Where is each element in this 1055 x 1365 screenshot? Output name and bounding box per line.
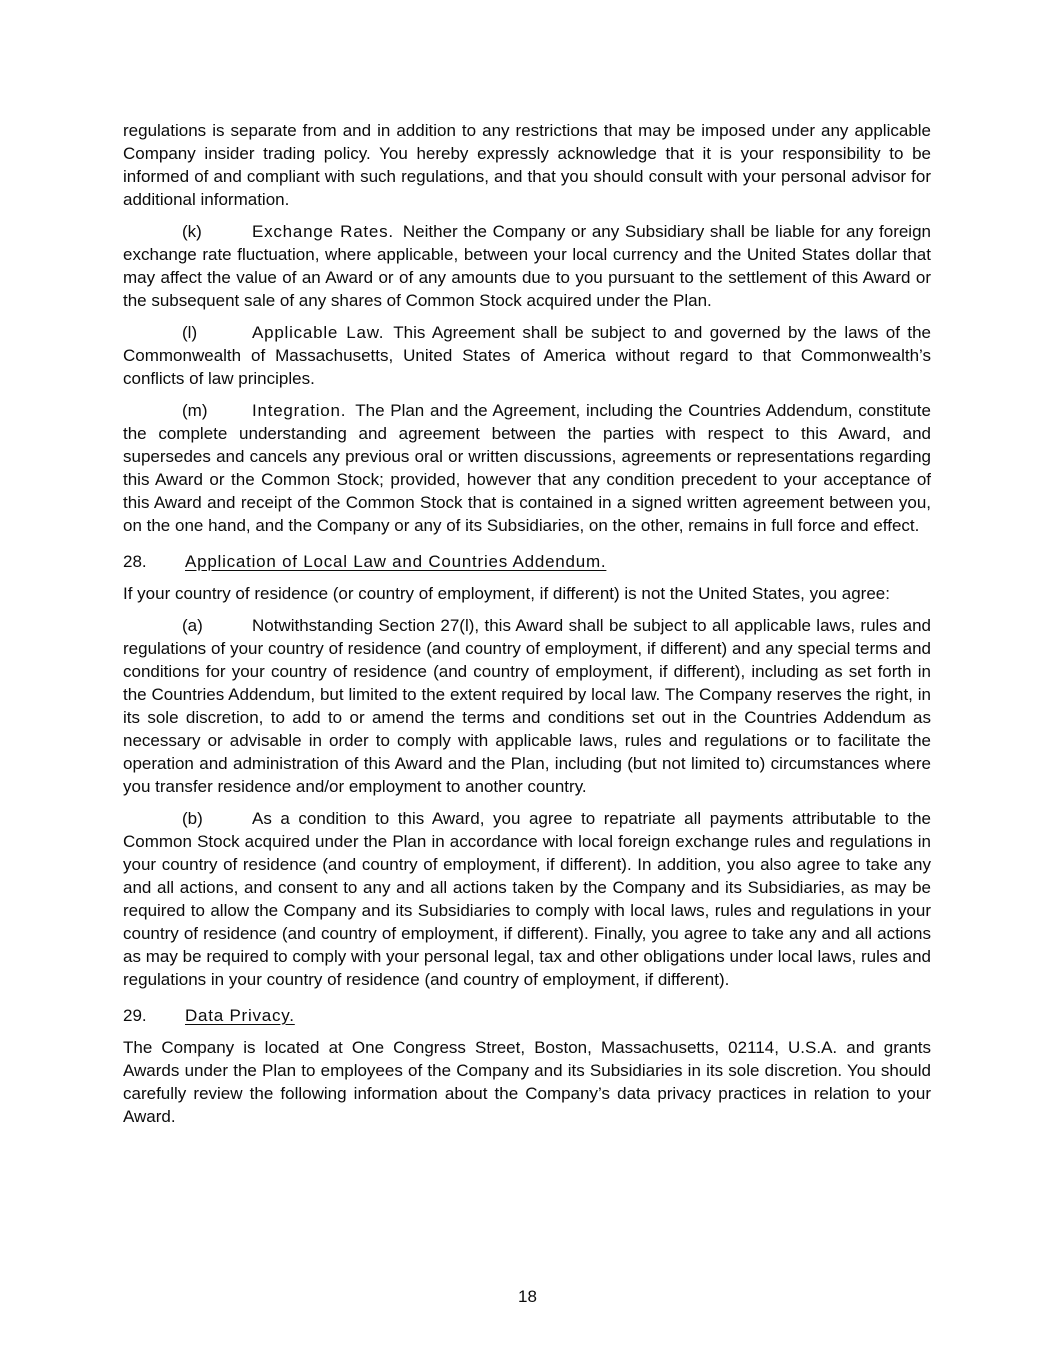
paragraph-28a-text: Notwithstanding Section 27(l), this Award shall be subject to all applicable laws, rules and regulations of your country of residence (and country of employment, if different) and any special terms and conditions for your country of residence (and country of employment, if different), including as set forth in the Countries Addendum, but limited to the extent required by local law. The Company reserves the right, in its sole discretion, to add to or amend the terms and conditions set out in the Countries Addendum as necessary or advisable in order to comply with applicable laws, rules and regulations or to facilitate the operation and administration of this Award and the Plan, including (but not limited to) circumstances where you transfer residence and/or employment to another country. [123, 616, 931, 796]
paragraph-28a [123, 614, 931, 798]
paragraph-continuation: regulations is separate from and in addition to any restrictions that may be imposed under any applicable Company insider trading policy. You hereby expressly acknowledge that it is your responsibility to be informed of and compliant with such regulations, and that you should consult with your personal advisor for additional information. [123, 121, 931, 209]
paragraph-28b-label: (b) [182, 809, 203, 828]
section-29-body: The Company is located at One Congress Street, Boston, Massachusetts, 02114, U.S.A. and grants Awards under the Plan to employees of the Company and its Subsidiaries in its sole discretion. You should carefully review the following information about the Company’s data privacy practices in relation to your Award. [123, 1038, 931, 1126]
paragraph-l-label: (l) [182, 323, 198, 342]
section-29-number: 29. [123, 1006, 147, 1025]
section-28-number: 28. [123, 552, 147, 571]
section-28-intro: If your country of residence (or country of employment, if different) is not the United States, you agree: [123, 584, 890, 603]
paragraph-k-text: Neither the Company or any Subsidiary shall be liable for any foreign exchange rate fluctuation, where applicable, between your local currency and the United States dollar that may affect the value of an Award or of any amounts due to you pursuant to the settlement of this Award or the subsequent sale of any shares of Common Stock acquired under the Plan. [123, 222, 931, 310]
paragraph-m [123, 399, 931, 537]
paragraph-28a-label: (a) [182, 616, 203, 635]
paragraph-k-label: (k) [182, 222, 202, 241]
paragraph-28b-text: As a condition to this Award, you agree to repatriate all payments attributable to the Common Stock acquired under the Plan in accordance with local foreign exchange rules and regulations in your country of residence (and country of employment, if different). In addition, you also agree to take any and all actions, and consent to any and all actions taken by the Company and its Subsidiaries, as may be required to allow the Company and its Subsidiaries to comply with local laws, rules and regulations in your country of residence (and country of employment, if different). Finally, you agree to take any and all actions as may be required to comply with your personal legal, tax and other obligations under local laws, rules and regulations in your country of residence (and country of employment, if different). [123, 809, 931, 989]
page-number: 18 [518, 1287, 537, 1306]
section-28-heading [123, 550, 931, 573]
paragraph-m-label: (m) [182, 401, 208, 420]
paragraph-l [123, 321, 931, 390]
document-body [123, 119, 931, 1137]
section-28-title: Application of Local Law and Countries Addendum. [185, 552, 607, 571]
paragraph-m-heading: Integration. [252, 401, 347, 420]
paragraph-m-text: The Plan and the Agreement, including the Countries Addendum, constitute the complete understanding and agreement between the parties with respect to this Award, and supersedes and cancels any previous oral or written discussions, agreements or representations regarding this Award or the Common Stock; provided, however that any condition precedent to your acceptance of this Award and receipt of the Common Stock that is contained in a signed written agreement between you, on the one hand, and the Company or any of its Subsidiaries, on the other, remains in full force and effect. [123, 401, 931, 535]
paragraph-l-heading: Applicable Law. [252, 323, 385, 342]
paragraph-k [123, 220, 931, 312]
section-29-title: Data Privacy. [185, 1006, 295, 1025]
paragraph-l-text: This Agreement shall be subject to and governed by the laws of the Commonwealth of Massachusetts, United States of America without regard to that Commonwealth’s conflicts of law principles. [123, 323, 931, 388]
section-29-heading [123, 1004, 931, 1027]
paragraph-28b [123, 807, 931, 991]
paragraph-k-heading: Exchange Rates. [252, 222, 394, 241]
